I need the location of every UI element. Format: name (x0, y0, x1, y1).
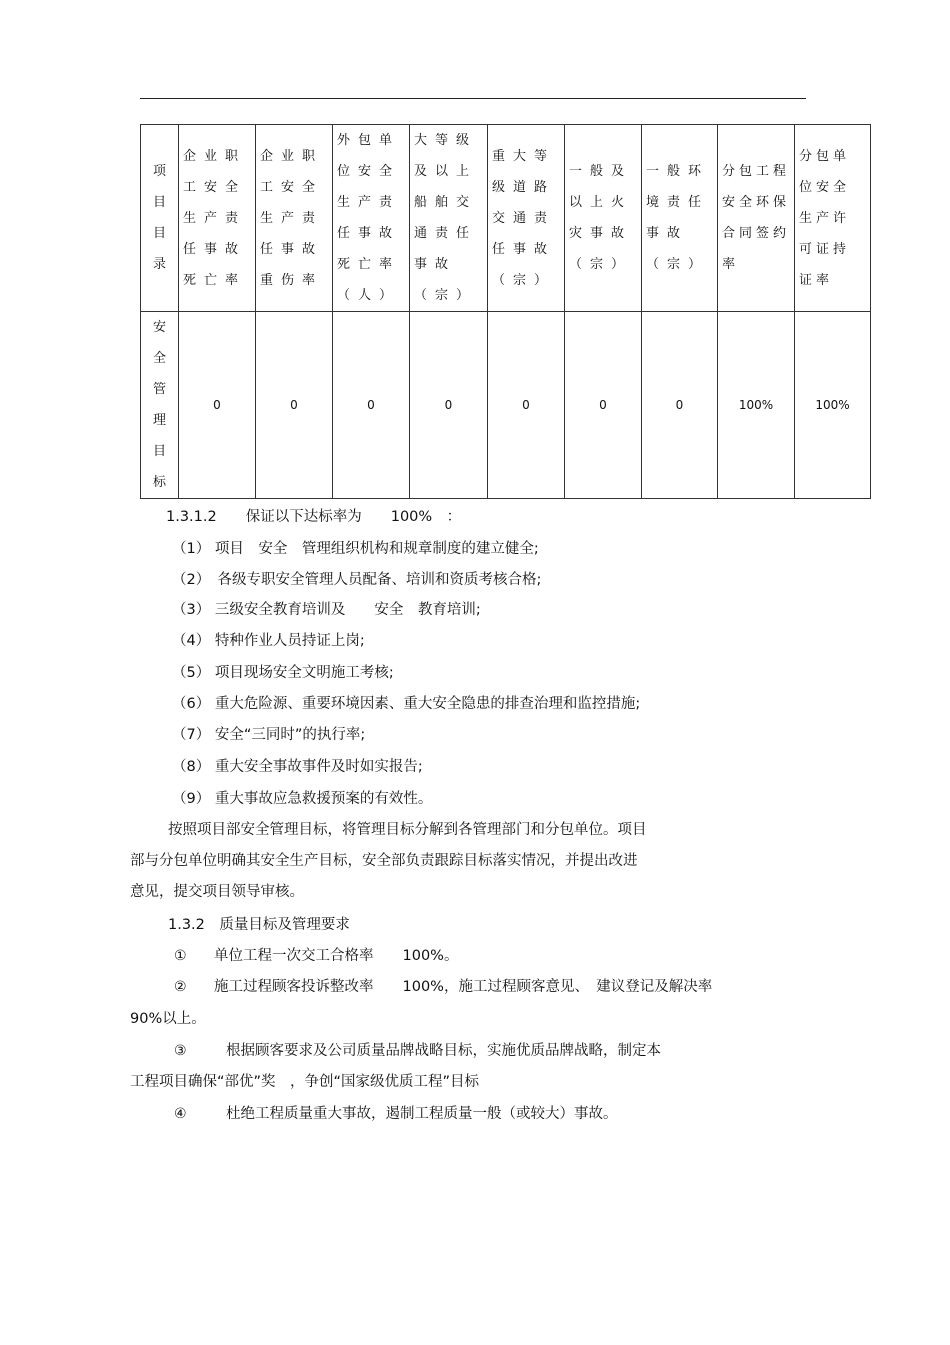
list-item: （4） 特种作业人员持证上岗; (172, 633, 365, 649)
quality-item: 杜绝工程质量重大事故，遏制工程质量一般（或较大）事故。 (226, 1106, 618, 1122)
section-heading-132: 1.3.2 质量目标及管理要求 (168, 917, 350, 933)
quality-item: 单位工程一次交工合格率 100%。 (214, 948, 459, 964)
paragraph-line: 按照项目部安全管理目标，将管理目标分解到各管理部门和分包单位。项目 (168, 822, 647, 838)
paragraph-line: 部与分包单位明确其安全生产目标，安全部负责跟踪目标落实情况，并提出改进 (130, 853, 638, 869)
header-cell: 大等级及以上船舶交通责任事故（宗） (410, 125, 488, 312)
header-cell: 分包工程安全环保合同签约率 (718, 125, 795, 312)
list-item: （5） 项目现场安全文明施工考核; (172, 665, 394, 681)
list-item: （3） 三级安全教育培训及 安全 教育培训; (172, 602, 481, 618)
header-cell: 企业职工安全生产责任事故重伤率 (256, 125, 333, 312)
list-item: （7） 安全“三同时”的执行率; (172, 727, 366, 743)
value-cell: 0 (333, 312, 410, 499)
list-item: （6） 重大危险源、重要环境因素、重大安全隐患的排查治理和监控措施; (172, 696, 641, 712)
list-item: （2） 各级专职安全管理人员配备、培训和资质考核合格; (172, 572, 542, 588)
quality-item: 根据顾客要求及公司质量品牌战略目标，实施优质品牌战略，制定本 (226, 1043, 661, 1059)
header-cell: 分包单位安全生产许可证持证率 (795, 125, 871, 312)
header-cell: 外包单位安全生产责任事故死亡率（人） (333, 125, 410, 312)
value-cell: 0 (565, 312, 642, 499)
list-item: （8） 重大安全事故事件及时如实报告; (172, 759, 423, 775)
safety-goals-table (140, 124, 871, 499)
value-cell: 0 (488, 312, 565, 499)
row-label-cell: 安全管理目标 (141, 312, 179, 499)
value-cell: 0 (179, 312, 256, 499)
value-cell: 100% (795, 312, 871, 499)
header-cell: 企业职工安全生产责任事故死亡率 (179, 125, 256, 312)
value-cell: 0 (410, 312, 488, 499)
value-cell: 100% (718, 312, 795, 499)
value-cell: 0 (256, 312, 333, 499)
section-heading-1312: 1.3.1.2 保证以下达标率为 100% ： (166, 509, 462, 525)
list-item: （9） 重大事故应急救援预案的有效性。 (172, 791, 433, 807)
paragraph-line: 意见，提交项目领导审核。 (130, 884, 304, 900)
quality-item-cont: 工程项目确保“部优”奖 ，争创“国家级优质工程”目标 (130, 1074, 480, 1090)
header-cell: 一般环境责任事故（宗） (642, 125, 718, 312)
header-rule (140, 98, 806, 99)
list-item: （1） 项目 安全 管理组织机构和规章制度的建立健全; (172, 541, 539, 557)
header-cell: 一般及以上火灾事故（宗） (565, 125, 642, 312)
item-marker: ② (174, 979, 187, 995)
header-cell: 重大等级道路交通责任事故（宗） (488, 125, 565, 312)
table-row (141, 312, 871, 499)
item-marker: ④ (174, 1106, 187, 1122)
quality-item: 施工过程顾客投诉整改率 100%，施工过程顾客意见、 建议登记及解决率 (214, 979, 713, 995)
value-cell: 0 (642, 312, 718, 499)
table-header-row (141, 125, 871, 312)
header-cell: 项目目录 (141, 125, 179, 312)
item-marker: ① (174, 948, 187, 964)
quality-item-cont: 90%以上。 (130, 1011, 206, 1027)
item-marker: ③ (174, 1043, 187, 1059)
